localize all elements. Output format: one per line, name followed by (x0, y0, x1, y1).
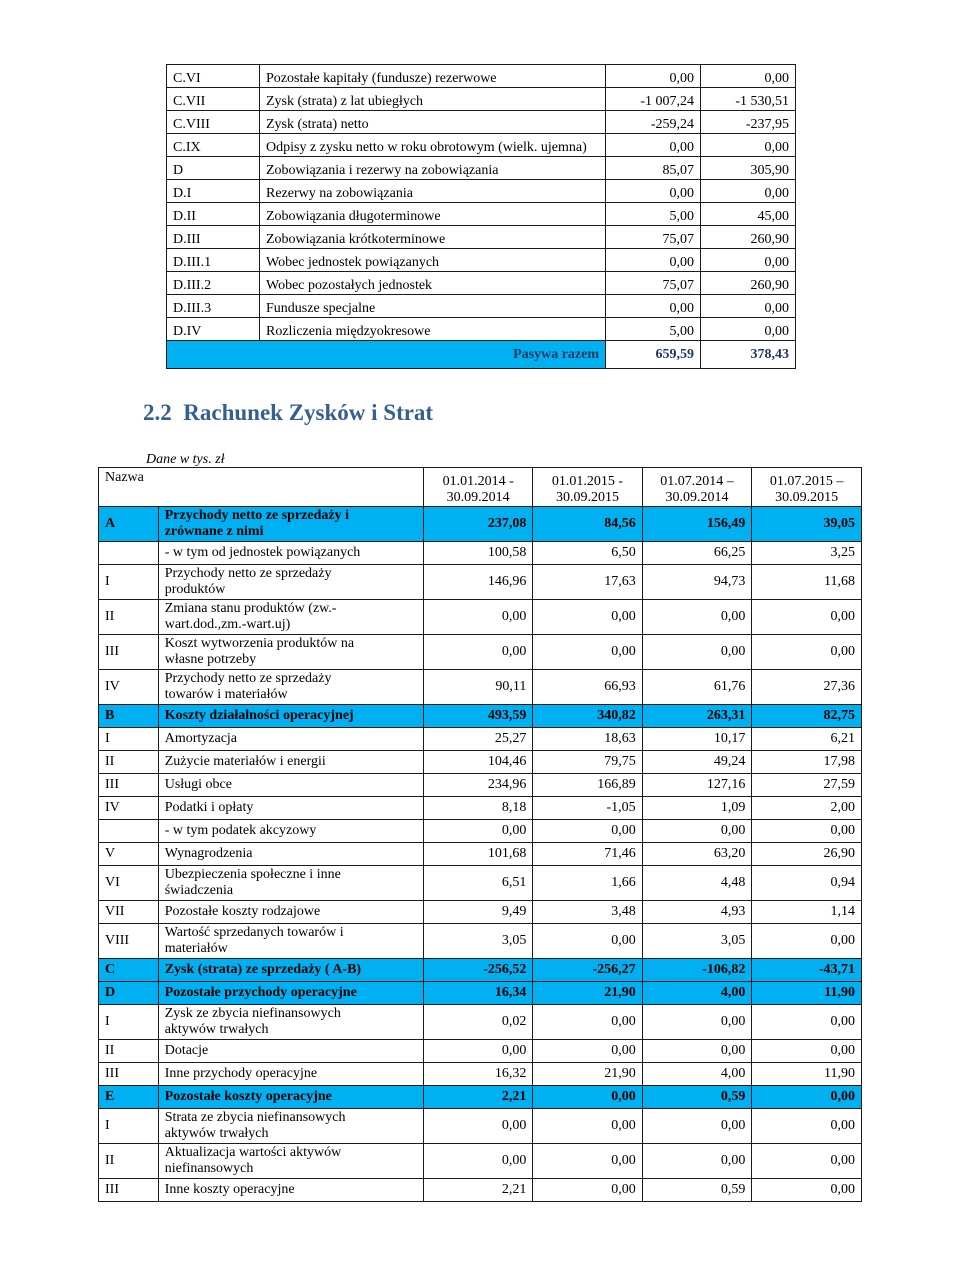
income-row-value-3: 0,00 (642, 1005, 752, 1040)
income-row (99, 797, 862, 820)
income-row (99, 1109, 862, 1144)
income-row-name-line-1: Wynagrodzenia (164, 846, 253, 861)
income-row (99, 728, 862, 751)
balance-row-value-2015: 45,00 (701, 203, 796, 226)
income-row-value-4: 0,00 (752, 1005, 862, 1040)
income-row-value-1: 9,49 (424, 901, 533, 924)
income-row (99, 507, 862, 542)
balance-row-value-2014: 5,00 (606, 203, 701, 226)
income-header-period-4 (752, 468, 862, 507)
income-row-value-2: 79,75 (533, 751, 642, 774)
income-row-value-1: 0,00 (424, 1144, 533, 1179)
income-row-value-1: 0,00 (424, 600, 533, 635)
income-row-value-3: 0,00 (642, 1144, 752, 1179)
income-row-value-1: 2,21 (424, 1179, 533, 1202)
income-row-value-3: 94,73 (642, 565, 752, 600)
income-row-value-1: 90,11 (424, 670, 533, 705)
balance-row (167, 249, 796, 272)
income-row-value-2: -256,27 (533, 959, 642, 982)
income-header-period-3 (642, 468, 752, 507)
income-row-name-line-1: Koszty działalności operacyjnej (164, 708, 354, 723)
income-row-value-3: 4,00 (642, 982, 752, 1005)
income-row-value-3: 4,93 (642, 901, 752, 924)
income-row-value-1: 3,05 (424, 924, 533, 959)
income-row-name-line-1: Podatki i opłaty (164, 800, 254, 815)
income-row-name-line-1: Koszt wytworzenia produktów na (164, 636, 355, 651)
income-row-value-4: 0,00 (752, 1086, 862, 1109)
balance-row-value-2015: 260,90 (701, 272, 796, 295)
income-row-name-line-1: Amortyzacja (164, 731, 238, 746)
income-header-period-1 (424, 468, 533, 507)
balance-row-value-2015: -237,95 (701, 111, 796, 134)
income-row-name (158, 751, 423, 774)
income-row-value-3: 49,24 (642, 751, 752, 774)
balance-row-value-2014: 5,00 (606, 318, 701, 341)
income-row-name (158, 924, 423, 959)
income-row-value-4: 27,59 (752, 774, 862, 797)
balance-row-name: Zysk (strata) netto (260, 111, 606, 134)
income-row-name (158, 901, 423, 924)
income-row (99, 1005, 862, 1040)
balance-row-value-2015: -1 530,51 (701, 88, 796, 111)
balance-row-name: Zobowiązania długoterminowe (260, 203, 606, 226)
income-row-name (158, 866, 423, 901)
period-line-2: 30.09.2014 (665, 490, 729, 505)
income-row-value-1: 0,00 (424, 1040, 533, 1063)
income-row-name (158, 982, 423, 1005)
balance-total-2014: 659,59 (606, 341, 701, 369)
income-row-value-4: 0,00 (752, 600, 862, 635)
balance-row-value-2015: 0,00 (701, 65, 796, 88)
income-row-value-4: 11,90 (752, 982, 862, 1005)
section-number: 2.2 (143, 400, 172, 425)
income-header-period-2 (533, 468, 642, 507)
income-row-code: B (99, 705, 159, 728)
income-row-name (158, 1040, 423, 1063)
income-row-name (158, 542, 423, 565)
balance-row-code: D.III (167, 226, 260, 249)
income-row-code (99, 820, 159, 843)
income-row-value-3: 0,00 (642, 1109, 752, 1144)
income-row-name-line-2: świadczenia (164, 883, 234, 898)
income-row-name-line-2: towarów i materiałów (164, 687, 288, 702)
income-row-code: V (99, 843, 159, 866)
income-row-code: A (99, 507, 159, 542)
income-row-value-4: 3,25 (752, 542, 862, 565)
income-row-value-4: -43,71 (752, 959, 862, 982)
income-row-value-3: 4,00 (642, 1063, 752, 1086)
balance-row (167, 318, 796, 341)
income-row-name (158, 1063, 423, 1086)
income-row (99, 982, 862, 1005)
balance-row-value-2014: 0,00 (606, 295, 701, 318)
income-row-value-2: 0,00 (533, 600, 642, 635)
income-row-value-2: 6,50 (533, 542, 642, 565)
income-row-value-2: 84,56 (533, 507, 642, 542)
balance-row (167, 226, 796, 249)
income-row-name (158, 1086, 423, 1109)
balance-row-code: C.VI (167, 65, 260, 88)
income-row-code: I (99, 728, 159, 751)
income-row-name-line-2: produktów (164, 582, 226, 597)
income-row-name (158, 670, 423, 705)
income-row-value-3: 127,16 (642, 774, 752, 797)
income-row-code: VI (99, 866, 159, 901)
income-row-value-3: 66,25 (642, 542, 752, 565)
balance-row (167, 272, 796, 295)
income-row-value-2: 0,00 (533, 1005, 642, 1040)
income-row-value-3: 0,59 (642, 1086, 752, 1109)
income-row-value-1: 146,96 (424, 565, 533, 600)
income-row (99, 1063, 862, 1086)
period-line-1: 01.07.2015 – (769, 474, 844, 489)
income-row-code (99, 542, 159, 565)
income-row-value-4: 0,00 (752, 635, 862, 670)
income-row-name-line-1: Zysk (strata) ze sprzedaży ( A-B) (164, 962, 362, 977)
balance-row-name: Wobec jednostek powiązanych (260, 249, 606, 272)
income-row-value-4: 17,98 (752, 751, 862, 774)
income-row-value-2: -1,05 (533, 797, 642, 820)
income-row-code: II (99, 1040, 159, 1063)
income-row-name (158, 507, 423, 542)
income-row-code: III (99, 635, 159, 670)
income-row-value-1: -256,52 (424, 959, 533, 982)
income-row-name-line-1: - w tym od jednostek powiązanych (164, 545, 361, 560)
period-line-1: 01.01.2015 - (551, 474, 624, 489)
balance-row-value-2014: 0,00 (606, 134, 701, 157)
income-row-code: III (99, 774, 159, 797)
income-row-name (158, 600, 423, 635)
income-row-value-1: 234,96 (424, 774, 533, 797)
income-row-name-line-2: niefinansowych (164, 1161, 254, 1176)
balance-row-value-2014: 75,07 (606, 272, 701, 295)
income-row-value-1: 8,18 (424, 797, 533, 820)
balance-row-code: C.VIII (167, 111, 260, 134)
income-row-name-line-1: Zmiana stanu produktów (zw.- (164, 601, 337, 616)
income-row-value-1: 104,46 (424, 751, 533, 774)
income-row-value-4: 0,00 (752, 1109, 862, 1144)
balance-sheet-body (167, 65, 796, 341)
income-row-code: VII (99, 901, 159, 924)
income-row-name-line-1: Zysk ze zbycia niefinansowych (164, 1006, 341, 1021)
income-row-name (158, 843, 423, 866)
income-row-code: E (99, 1086, 159, 1109)
balance-row-value-2015: 0,00 (701, 295, 796, 318)
income-row-value-4: 39,05 (752, 507, 862, 542)
balance-row-value-2015: 305,90 (701, 157, 796, 180)
income-row-value-2: 3,48 (533, 901, 642, 924)
income-row-value-1: 493,59 (424, 705, 533, 728)
balance-row-name: Zysk (strata) z lat ubiegłych (260, 88, 606, 111)
income-row-name (158, 1005, 423, 1040)
income-row-name-line-1: Ubezpieczenia społeczne i inne (164, 867, 341, 882)
income-row-name-line-1: Pozostałe przychody operacyjne (164, 985, 357, 1000)
income-row (99, 1040, 862, 1063)
income-row (99, 751, 862, 774)
income-row-value-2: 0,00 (533, 635, 642, 670)
income-row-name-line-1: Pozostałe koszty operacyjne (164, 1089, 332, 1104)
income-row-name-line-1: Zużycie materiałów i energii (164, 754, 326, 769)
income-row-value-2: 71,46 (533, 843, 642, 866)
balance-row-value-2015: 0,00 (701, 134, 796, 157)
income-row-value-2: 166,89 (533, 774, 642, 797)
income-row-name-line-2: aktywów trwałych (164, 1126, 269, 1141)
income-row-value-1: 25,27 (424, 728, 533, 751)
income-row (99, 820, 862, 843)
income-row (99, 1086, 862, 1109)
balance-row-value-2015: 0,00 (701, 180, 796, 203)
income-row-code: II (99, 751, 159, 774)
income-row-value-1: 0,00 (424, 1109, 533, 1144)
balance-row (167, 88, 796, 111)
income-row-value-2: 0,00 (533, 1144, 642, 1179)
income-row (99, 866, 862, 901)
income-row-value-4: 0,00 (752, 1179, 862, 1202)
income-row-value-3: 10,17 (642, 728, 752, 751)
income-row-name-line-2: wart.dod.,zm.-wart.uj) (164, 617, 291, 632)
balance-row-code: D (167, 157, 260, 180)
units-note: Dane w tys. zł (146, 452, 225, 467)
income-row-value-4: 2,00 (752, 797, 862, 820)
income-row (99, 901, 862, 924)
period-line-2: 30.09.2015 (775, 490, 839, 505)
income-row-value-2: 21,90 (533, 982, 642, 1005)
income-row-value-3: 0,59 (642, 1179, 752, 1202)
income-row-name-line-1: - w tym podatek akcyzowy (164, 823, 317, 838)
income-row-name-line-2: zrównane z nimi (164, 524, 264, 539)
income-row-value-4: 6,21 (752, 728, 862, 751)
income-row-value-2: 0,00 (533, 820, 642, 843)
income-row (99, 600, 862, 635)
income-row-code: IV (99, 670, 159, 705)
balance-row-value-2014: 0,00 (606, 65, 701, 88)
income-row (99, 843, 862, 866)
income-row-name (158, 1109, 423, 1144)
income-row-name-line-2: materiałów (164, 941, 228, 956)
income-row-name-line-2: własne potrzeby (164, 652, 257, 667)
income-row-name-line-2: aktywów trwałych (164, 1022, 269, 1037)
income-row-value-3: 4,48 (642, 866, 752, 901)
balance-row-name: Rozliczenia międzyokresowe (260, 318, 606, 341)
period-line-2: 30.09.2014 (446, 490, 510, 505)
income-row-name (158, 728, 423, 751)
income-statement-body (99, 507, 862, 1202)
income-row-name (158, 705, 423, 728)
income-row-code: IV (99, 797, 159, 820)
income-row-value-2: 0,00 (533, 1040, 642, 1063)
balance-row-value-2015: 0,00 (701, 249, 796, 272)
section-heading (143, 400, 433, 426)
income-row-name-line-1: Przychody netto ze sprzedaży i (164, 508, 350, 523)
income-row-value-1: 0,02 (424, 1005, 533, 1040)
income-header-row (99, 468, 862, 507)
balance-row-value-2014: -1 007,24 (606, 88, 701, 111)
income-row-value-4: 27,36 (752, 670, 862, 705)
income-row-value-2: 0,00 (533, 1086, 642, 1109)
income-row-value-1: 2,21 (424, 1086, 533, 1109)
income-row-value-1: 16,32 (424, 1063, 533, 1086)
income-row-name (158, 565, 423, 600)
balance-row-code: D.IV (167, 318, 260, 341)
income-row-value-1: 100,58 (424, 542, 533, 565)
income-row-value-3: 0,00 (642, 1040, 752, 1063)
income-row-value-4: 26,90 (752, 843, 862, 866)
income-row-name-line-1: Inne przychody operacyjne (164, 1066, 318, 1081)
income-row-name-line-1: Aktualizacja wartości aktywów (164, 1145, 342, 1160)
balance-row (167, 157, 796, 180)
period-line-2: 30.09.2015 (556, 490, 620, 505)
income-row-value-2: 0,00 (533, 1179, 642, 1202)
income-row-value-2: 18,63 (533, 728, 642, 751)
income-row-name-line-1: Strata ze zbycia niefinansowych (164, 1110, 346, 1125)
income-header-name: Nazwa (99, 468, 424, 507)
balance-row-code: C.IX (167, 134, 260, 157)
income-row-value-4: 0,00 (752, 1040, 862, 1063)
balance-row-code: D.I (167, 180, 260, 203)
income-row-value-2: 21,90 (533, 1063, 642, 1086)
income-row (99, 1144, 862, 1179)
income-row-code: C (99, 959, 159, 982)
balance-row-value-2014: 85,07 (606, 157, 701, 180)
income-row-code: VIII (99, 924, 159, 959)
balance-total-row (167, 341, 796, 369)
income-row-value-3: 156,49 (642, 507, 752, 542)
income-row (99, 1179, 862, 1202)
balance-row (167, 65, 796, 88)
income-row-value-4: 1,14 (752, 901, 862, 924)
income-row-name (158, 797, 423, 820)
income-row-name (158, 1144, 423, 1179)
balance-row-name: Zobowiązania krótkoterminowe (260, 226, 606, 249)
income-row (99, 670, 862, 705)
balance-row-value-2014: 75,07 (606, 226, 701, 249)
income-row-name (158, 820, 423, 843)
income-row-value-2: 66,93 (533, 670, 642, 705)
income-row-value-4: 11,68 (752, 565, 862, 600)
income-row-value-4: 82,75 (752, 705, 862, 728)
income-row-value-3: 263,31 (642, 705, 752, 728)
balance-row (167, 203, 796, 226)
income-row-value-1: 0,00 (424, 635, 533, 670)
income-row-code: I (99, 565, 159, 600)
income-row-value-3: 0,00 (642, 600, 752, 635)
period-line-1: 01.01.2014 - (442, 474, 514, 489)
income-row-value-3: 1,09 (642, 797, 752, 820)
balance-row-code: D.III.2 (167, 272, 260, 295)
balance-row-value-2014: -259,24 (606, 111, 701, 134)
balance-row (167, 180, 796, 203)
income-row-value-3: 0,00 (642, 635, 752, 670)
income-row (99, 959, 862, 982)
income-row-value-3: 0,00 (642, 820, 752, 843)
balance-row-name: Pozostałe kapitały (fundusze) rezerwowe (260, 65, 606, 88)
balance-row-value-2015: 0,00 (701, 318, 796, 341)
income-row-value-4: 11,90 (752, 1063, 862, 1086)
income-row-value-3: 3,05 (642, 924, 752, 959)
income-row-name (158, 635, 423, 670)
income-row-value-2: 0,00 (533, 1109, 642, 1144)
balance-row-name: Odpisy z zysku netto w roku obrotowym (wielk. ujemna) (260, 134, 606, 157)
income-row-code: III (99, 1179, 159, 1202)
period-line-1: 01.07.2014 – (660, 474, 734, 489)
income-row-value-4: 0,00 (752, 1144, 862, 1179)
income-row-code: II (99, 1144, 159, 1179)
balance-total-label: Pasywa razem (167, 341, 606, 369)
balance-row-value-2014: 0,00 (606, 249, 701, 272)
income-row (99, 705, 862, 728)
income-row-code: I (99, 1005, 159, 1040)
balance-row-code: D.II (167, 203, 260, 226)
balance-row-name: Fundusze specjalne (260, 295, 606, 318)
income-row-value-2: 340,82 (533, 705, 642, 728)
income-row-value-2: 17,63 (533, 565, 642, 600)
income-row-value-1: 237,08 (424, 507, 533, 542)
income-row-value-3: 61,76 (642, 670, 752, 705)
income-statement-table (98, 467, 862, 1202)
income-row-value-1: 6,51 (424, 866, 533, 901)
income-row-name-line-1: Dotacje (164, 1043, 209, 1058)
balance-row (167, 295, 796, 318)
income-row-value-2: 1,66 (533, 866, 642, 901)
income-row-code: D (99, 982, 159, 1005)
income-row (99, 565, 862, 600)
income-row-code: II (99, 600, 159, 635)
balance-row-code: D.III.1 (167, 249, 260, 272)
balance-row-code: C.VII (167, 88, 260, 111)
income-row-value-4: 0,00 (752, 924, 862, 959)
income-row-name-line-1: Przychody netto ze sprzedaży (164, 671, 332, 686)
income-row-name-line-1: Przychody netto ze sprzedaży (164, 566, 332, 581)
balance-row-name: Wobec pozostałych jednostek (260, 272, 606, 295)
balance-row-code: D.III.3 (167, 295, 260, 318)
income-row-code: III (99, 1063, 159, 1086)
income-row-value-4: 0,00 (752, 820, 862, 843)
income-row-name (158, 774, 423, 797)
income-row-value-3: 63,20 (642, 843, 752, 866)
balance-row-value-2015: 260,90 (701, 226, 796, 249)
income-row-name (158, 1179, 423, 1202)
income-row-value-4: 0,94 (752, 866, 862, 901)
income-row (99, 924, 862, 959)
balance-sheet-table (166, 64, 796, 369)
income-row-value-1: 0,00 (424, 820, 533, 843)
income-row-value-2: 0,00 (533, 924, 642, 959)
income-row-name-line-1: Inne koszty operacyjne (164, 1182, 295, 1197)
income-row-name (158, 959, 423, 982)
income-row-name-line-1: Usługi obce (164, 777, 232, 792)
income-row (99, 635, 862, 670)
income-row-value-1: 101,68 (424, 843, 533, 866)
section-title: Rachunek Zysków i Strat (183, 400, 434, 425)
income-row-name-line-1: Pozostałe koszty rodzajowe (164, 904, 321, 919)
income-row-value-1: 16,34 (424, 982, 533, 1005)
balance-row-name: Zobowiązania i rezerwy na zobowiązania (260, 157, 606, 180)
balance-row (167, 111, 796, 134)
income-row-code: I (99, 1109, 159, 1144)
income-row-name-line-1: Wartość sprzedanych towarów i (164, 925, 344, 940)
income-row (99, 774, 862, 797)
income-row-value-3: -106,82 (642, 959, 752, 982)
balance-row-name: Rezerwy na zobowiązania (260, 180, 606, 203)
balance-row-value-2014: 0,00 (606, 180, 701, 203)
balance-total-2015: 378,43 (701, 341, 796, 369)
balance-row (167, 134, 796, 157)
income-row (99, 542, 862, 565)
